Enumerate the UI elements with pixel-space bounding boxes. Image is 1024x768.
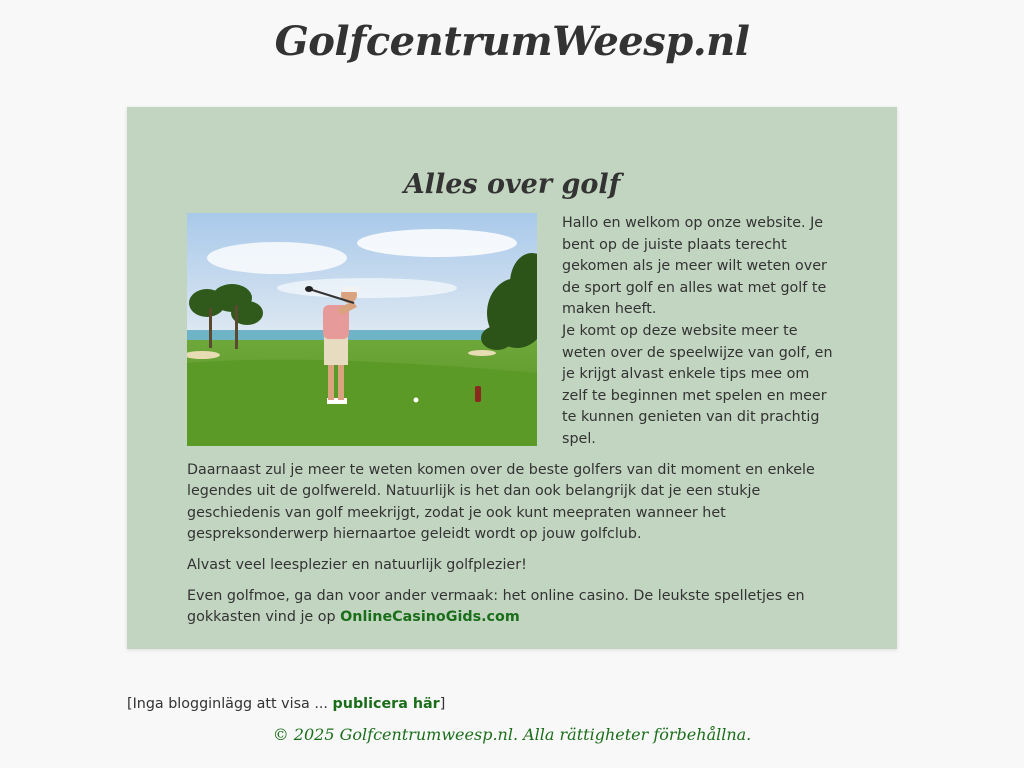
article-heading: Alles over golf [403, 169, 621, 200]
intro-text-2: Je komt op deze website meer te weten over de speelwijze van golf, en je krijgt alvast enkele tips mee om zelf te beginnen met spelen en meer te kunnen genieten van dit prachtig spel. [562, 322, 833, 447]
publish-link[interactable]: publicera här [332, 696, 440, 712]
blog-notice-suffix: ] [439, 696, 446, 712]
paragraph-golfers: Daarnaast zul je meer te weten komen over de beste golfers van dit moment en enkele legendes uit de golfwereld. Natuurlijk is het dan ook belangrijk dat je een stukje geschiedenis van golf meekrijgt, zodat je ook kunt meepraten wanneer het gespreksonderwerp hiernaartoe geleidt wordt op jouw golfclub. [187, 461, 815, 543]
footer-copyright: © 2025 Golfcentrumweesp.nl. Alla rättigheter förbehållna. [272, 725, 752, 744]
content-card [127, 107, 897, 649]
casino-link[interactable]: OnlineCasinoGids.com [340, 609, 520, 626]
blog-notice [127, 693, 445, 715]
casino-text: Even golfmoe, ga dan voor ander vermaak: het online casino. De leukste spelletjes en gokkasten vind je op [187, 587, 805, 626]
article [187, 169, 837, 638]
paragraph-casino [187, 586, 837, 629]
golfer-photo [187, 213, 537, 446]
blog-notice-prefix: [Inga blogginlägg att visa ... [127, 696, 333, 712]
site-title[interactable]: GolfcentrumWeesp.nl [274, 18, 750, 65]
intro-text-1: Hallo en welkom op onze website. Je bent op de juiste plaats terecht gekomen als je meer wilt weten over de sport golf en alles wat met golf te maken heeft. [562, 215, 827, 318]
paragraph-closing: Alvast veel leesplezier en natuurlijk golfplezier! [187, 556, 527, 573]
